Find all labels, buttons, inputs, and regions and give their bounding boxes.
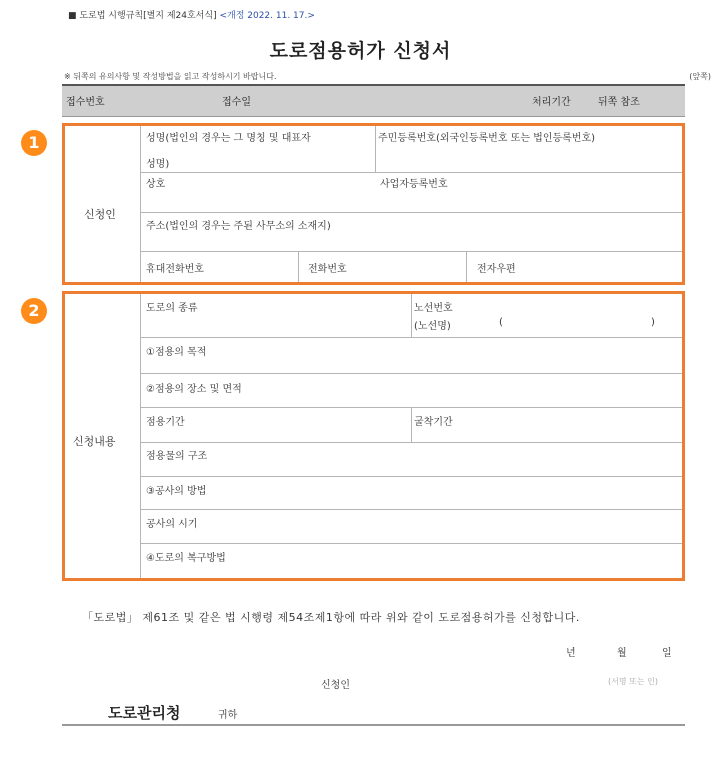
declaration-text: 「도로법」 제61조 및 같은 법 시행령 제54조제1항에 따라 위와 같이 도로점용허가를 신청합니다.	[82, 611, 580, 624]
processing-period-value: 뒤쪽 참조	[598, 97, 640, 108]
signature-applicant-label: 신청인	[321, 680, 350, 691]
name-label: 성명(법인의 경우는 그 명칭 및 대표자	[146, 133, 311, 144]
route-paren-close: )	[651, 317, 655, 328]
marker-one-badge: 1	[21, 130, 47, 156]
construction-time-label: 공사의 시기	[146, 519, 198, 530]
receipt-bar	[62, 84, 685, 117]
route-number-label: 노선번호	[414, 303, 453, 314]
honorific-label: 귀하	[218, 710, 238, 721]
construction-method-label: ③공사의 방법	[146, 486, 207, 497]
page-side-label: (앞쪽)	[689, 72, 711, 81]
resident-number-label: 주민등록번호(외국인등록번호 또는 법인등록번호)	[378, 133, 596, 144]
mobile-label: 휴대전화번호	[146, 264, 204, 275]
marker-two-badge: 2	[21, 298, 47, 324]
legal-basis: ■ 도로법 시행규칙[별지 제24호서식] <개정 2022. 11. 17.>	[68, 11, 315, 21]
processing-period-label: 처리기간	[532, 97, 571, 108]
route-paren-open: (	[499, 317, 503, 328]
road-authority-label: 도로관리청	[108, 704, 181, 722]
phone-label: 전화번호	[308, 264, 347, 275]
day-label: 일	[662, 648, 672, 659]
address-label: 주소(법인의 경우는 주된 사무소의 소재지)	[146, 221, 331, 232]
location-area-label: ②점용의 장소 및 면적	[146, 384, 242, 395]
business-number-label: 사업자등록번호	[380, 179, 448, 190]
signature-placeholder: (서명 또는 인)	[608, 677, 658, 686]
trade-name-label: 상호	[146, 179, 166, 190]
application-group-label: 신청내용	[73, 435, 116, 448]
applicant-section	[62, 123, 685, 285]
purpose-label: ①점용의 목적	[146, 347, 207, 358]
receipt-number-label: 접수번호	[66, 97, 105, 108]
structure-label: 점용물의 구조	[146, 451, 208, 462]
application-highlight-box	[62, 291, 685, 581]
month-label: 월	[617, 648, 627, 659]
road-type-label: 도로의 종류	[146, 303, 198, 314]
instruction-note: ※ 뒤쪽의 유의사항 및 작성방법을 읽고 작성하시기 바랍니다.	[64, 72, 277, 81]
bottom-divider	[62, 724, 685, 726]
restoration-label: ④도로의 복구방법	[146, 553, 226, 564]
amendment-date: <개정 2022. 11. 17.>	[219, 11, 315, 21]
year-label: 년	[566, 648, 576, 659]
page-title: 도로점용허가 신청서	[269, 40, 452, 62]
applicant-group-label: 신청인	[84, 208, 116, 221]
application-section	[62, 291, 685, 581]
name-label-cont: 성명)	[146, 159, 170, 170]
route-name-label: (노선명)	[414, 321, 451, 332]
excavation-period-label: 굴착기간	[414, 417, 453, 428]
email-label: 전자우편	[477, 264, 516, 275]
receipt-date-label: 접수일	[222, 97, 251, 108]
occupancy-period-label: 점용기간	[146, 417, 185, 428]
